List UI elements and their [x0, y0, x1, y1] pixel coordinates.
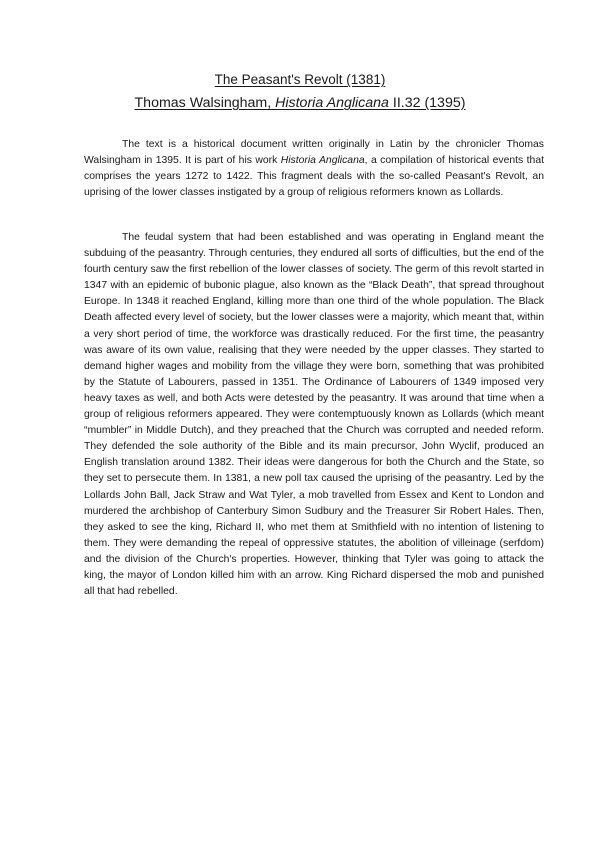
intro-paragraph — [84, 137, 544, 201]
intro-text-part1: The text is a historical document written originally in Latin by the chronicler Thomas Walsingham in 1395. It is part of his work — [84, 139, 544, 167]
intro-text-part2: , a compilation of historical events that comprises the years 1272 to 1422. This fragment deals with the so-called Peasant's Revolt, an uprising of the lower classes instigated by a group of religious reformers known as Lollards. — [84, 155, 544, 199]
intro-work-title: Historia Anglicana — [280, 155, 365, 167]
subtitle-reference: II.32 (1395) — [388, 95, 466, 111]
document-title: The Peasant's Revolt (1381) — [214, 72, 386, 87]
subtitle-author: Thomas Walsingham, — [134, 95, 276, 111]
subtitle-work-title: Historia Anglicana — [275, 95, 389, 111]
document-subtitle — [0, 94, 600, 112]
body-paragraph: The feudal system that had been established and was operating in England meant the subduing of the peasantry. Through centuries, they endured all sorts of difficulties, but the end of the fourth century saw the first rebellion of the lower classes of society. The germ of this revolt started in 1347 with an epidemic of bubonic plague, also known as the “Black Death”, that spread throughout Europe. In 1348 it reached England, killing more than one third of the whole population. The Black Death affected every level of society, but the lower classes were a majority, which meant that, within a very short period of time, the workforce was drastically reduced. For the first time, the peasantry was aware of its own value, realising that they were needed by the upper classes. They started to demand higher wages and mobility from the village they were born, something that was prohibited by the Statute of Labourers, passed in 1351. The Ordinance of Labourers of 1349 imposed very heavy taxes as well, and both Acts were detested by the peasantry. It was around that time when a group of religious reformers appeared. They were contemptuously known as Lollards (which meant “mumbler” in Middle Dutch), and they preached that the Church was corrupted and needed reform. They defended the sole authority of the Bible and its main precursor, John Wyclif, produced an English translation around 1382. Their ideas were dangerous for both the Church and the State, so they set to persecute them. In 1381, a new poll tax caused the uprising of the peasantry. Led by the Lollards John Ball, Jack Straw and Wat Tyler, a mob travelled from Essex and Kent to London and murdered the archbishop of Canterbury Simon Sudbury and the Treasurer Sir Robert Hales. Then, they asked to see the king, Richard II, who met them at Smithfield with no intention of listening to them. They were demanding the repeal of oppressive statutes, the abolition of villeinage (serfdom) and the division of the Church's properties. However, thinking that Tyler was going to attack the king, the mayor of London killed him with an arrow. King Richard dispersed the mob and punished all that had rebelled. — [84, 232, 544, 598]
